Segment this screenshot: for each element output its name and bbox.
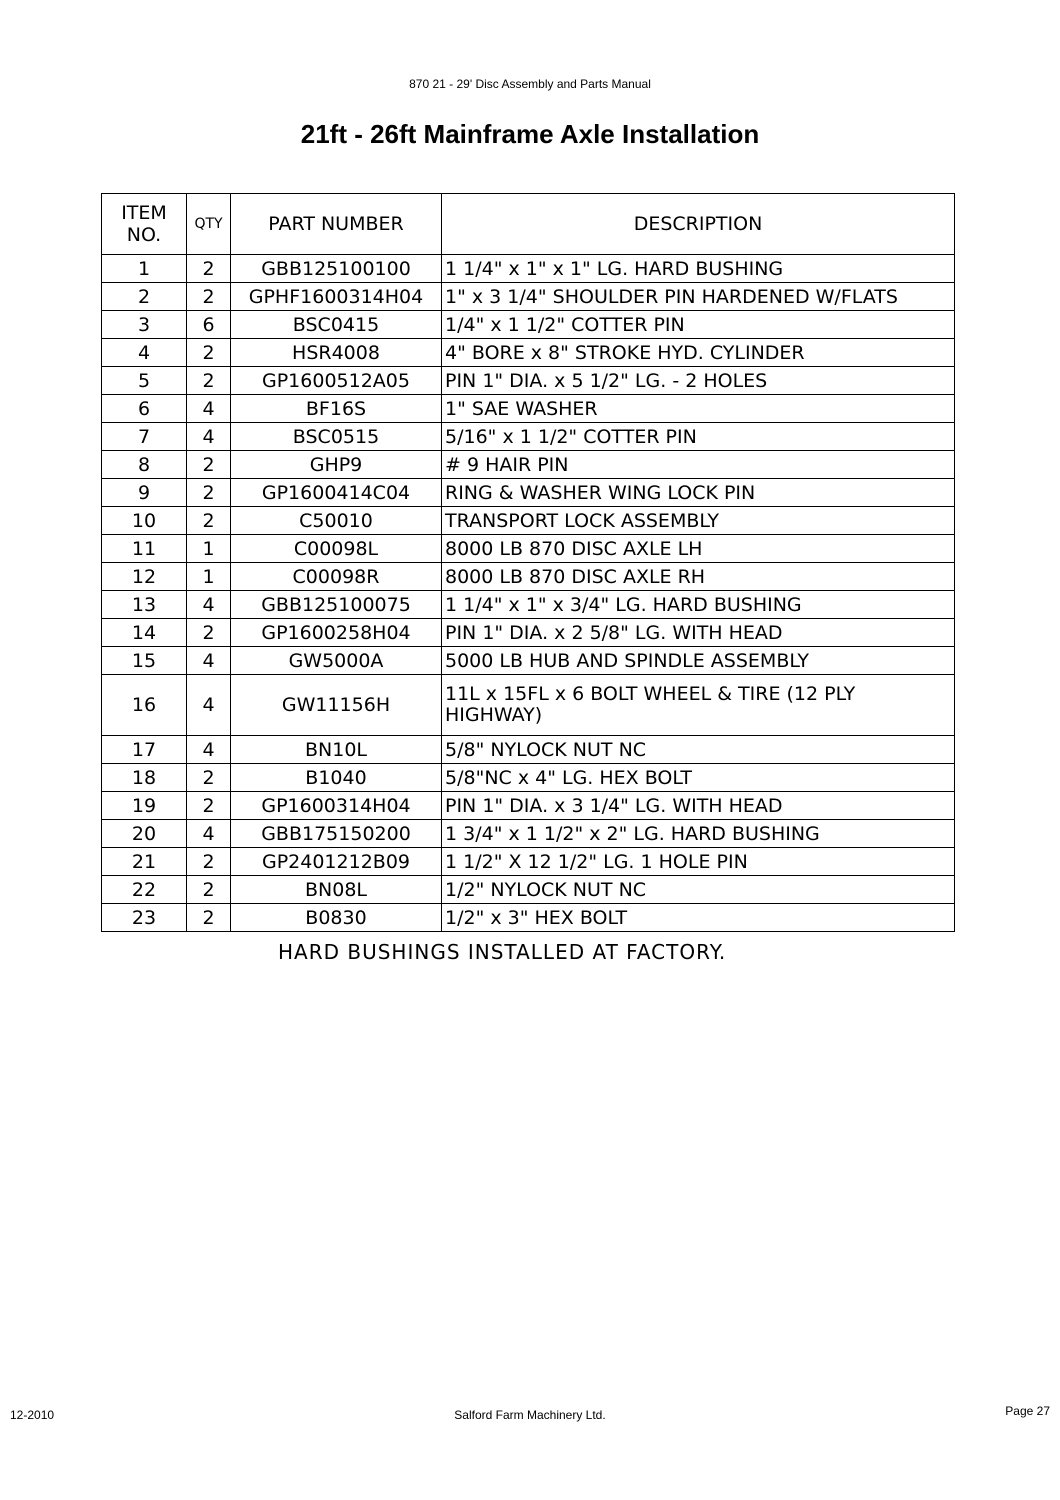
cell-description: 1 3/4" x 1 1/2" x 2" LG. HARD BUSHING	[442, 820, 955, 848]
cell-description: PIN 1" DIA. x 5 1/2" LG. - 2 HOLES	[442, 367, 955, 395]
table-row	[102, 736, 955, 764]
cell-description: 4" BORE x 8" STROKE HYD. CYLINDER	[442, 339, 955, 367]
cell-description: 1 1/2" X 12 1/2" LG. 1 HOLE PIN	[442, 848, 955, 876]
cell-item-no: 7	[102, 423, 187, 451]
cell-description: RING & WASHER WING LOCK PIN	[442, 479, 955, 507]
table-row	[102, 535, 955, 563]
cell-qty: 4	[187, 820, 231, 848]
cell-qty: 2	[187, 876, 231, 904]
cell-qty: 2	[187, 507, 231, 535]
cell-qty: 1	[187, 535, 231, 563]
cell-description: 1 1/4" x 1" x 1" LG. HARD BUSHING	[442, 255, 955, 283]
cell-item-no: 4	[102, 339, 187, 367]
table-row	[102, 395, 955, 423]
page-title: 21ft - 26ft Mainframe Axle Installation	[300, 119, 760, 149]
cell-qty: 2	[187, 255, 231, 283]
cell-part-number: GP1600258H04	[231, 619, 442, 647]
cell-part-number: BSC0415	[231, 311, 442, 339]
cell-qty: 2	[187, 339, 231, 367]
cell-part-number: GHP9	[231, 451, 442, 479]
cell-description: 1" SAE WASHER	[442, 395, 955, 423]
table-row	[102, 591, 955, 619]
cell-item-no: 6	[102, 395, 187, 423]
factory-note: HARD BUSHINGS INSTALLED AT FACTORY.	[278, 940, 727, 964]
manual-title: 870 21 - 29' Disc Assembly and Parts Manual	[409, 77, 651, 91]
parts-table	[101, 193, 955, 932]
cell-item-no: 10	[102, 507, 187, 535]
cell-qty: 1	[187, 563, 231, 591]
cell-qty: 4	[187, 675, 231, 736]
cell-part-number: BN08L	[231, 876, 442, 904]
table-row	[102, 904, 955, 932]
table-row	[102, 619, 955, 647]
cell-item-no: 11	[102, 535, 187, 563]
cell-qty: 2	[187, 479, 231, 507]
cell-qty: 4	[187, 736, 231, 764]
cell-qty: 2	[187, 904, 231, 932]
table-row	[102, 820, 955, 848]
cell-part-number: GBB175150200	[231, 820, 442, 848]
cell-item-no: 16	[102, 675, 187, 736]
cell-item-no: 8	[102, 451, 187, 479]
table-row	[102, 283, 955, 311]
cell-description: 1" x 3 1/4" SHOULDER PIN HARDENED W/FLATS	[442, 283, 955, 311]
cell-part-number: GP2401212B09	[231, 848, 442, 876]
table-row	[102, 647, 955, 675]
table-row	[102, 507, 955, 535]
cell-part-number: C00098R	[231, 563, 442, 591]
cell-qty: 2	[187, 848, 231, 876]
cell-part-number: GBB125100075	[231, 591, 442, 619]
cell-item-no: 14	[102, 619, 187, 647]
cell-description: 1/4" x 1 1/2" COTTER PIN	[442, 311, 955, 339]
table-row	[102, 479, 955, 507]
table-row	[102, 675, 955, 736]
item-header-line2: NO.	[126, 224, 162, 246]
cell-part-number: BN10L	[231, 736, 442, 764]
table-row	[102, 339, 955, 367]
cell-part-number: GP1600414C04	[231, 479, 442, 507]
cell-part-number: BSC0515	[231, 423, 442, 451]
footer-page-number: Page 27	[1005, 1404, 1050, 1418]
table-row	[102, 367, 955, 395]
cell-description: 1/2" x 3" HEX BOLT	[442, 904, 955, 932]
table-row	[102, 451, 955, 479]
table-row	[102, 563, 955, 591]
cell-description: PIN 1" DIA. x 3 1/4" LG. WITH HEAD	[442, 792, 955, 820]
table-row	[102, 848, 955, 876]
cell-item-no: 18	[102, 764, 187, 792]
cell-description: # 9 HAIR PIN	[442, 451, 955, 479]
table-row	[102, 423, 955, 451]
cell-item-no: 22	[102, 876, 187, 904]
cell-qty: 4	[187, 423, 231, 451]
cell-qty: 2	[187, 283, 231, 311]
parts-table-body	[102, 255, 955, 932]
cell-qty: 2	[187, 619, 231, 647]
cell-qty: 2	[187, 451, 231, 479]
cell-description: 5/8" NYLOCK NUT NC	[442, 736, 955, 764]
cell-description: 1/2" NYLOCK NUT NC	[442, 876, 955, 904]
cell-description: 5/16" x 1 1/2" COTTER PIN	[442, 423, 955, 451]
cell-part-number: HSR4008	[231, 339, 442, 367]
table-header-row	[102, 194, 955, 255]
cell-description: 5000 LB HUB AND SPINDLE ASSEMBLY	[442, 647, 955, 675]
table-row	[102, 255, 955, 283]
cell-part-number: B0830	[231, 904, 442, 932]
cell-part-number: GW5000A	[231, 647, 442, 675]
cell-part-number: GP1600512A05	[231, 367, 442, 395]
cell-item-no: 21	[102, 848, 187, 876]
cell-part-number: GP1600314H04	[231, 792, 442, 820]
column-header-item-no	[102, 194, 187, 255]
cell-part-number: GW11156H	[231, 675, 442, 736]
cell-item-no: 9	[102, 479, 187, 507]
cell-item-no: 12	[102, 563, 187, 591]
cell-description: 1 1/4" x 1" x 3/4" LG. HARD BUSHING	[442, 591, 955, 619]
column-header-qty: QTY	[187, 194, 231, 255]
footer-date: 12-2010	[10, 1408, 55, 1422]
table-row	[102, 792, 955, 820]
cell-item-no: 1	[102, 255, 187, 283]
item-header-line1: ITEM	[121, 202, 167, 224]
cell-item-no: 13	[102, 591, 187, 619]
column-header-part-number: PART NUMBER	[231, 194, 442, 255]
cell-part-number: B1040	[231, 764, 442, 792]
cell-qty: 2	[187, 764, 231, 792]
table-row	[102, 311, 955, 339]
cell-description: TRANSPORT LOCK ASSEMBLY	[442, 507, 955, 535]
cell-description: 5/8"NC x 4" LG. HEX BOLT	[442, 764, 955, 792]
table-row	[102, 876, 955, 904]
cell-item-no: 23	[102, 904, 187, 932]
cell-part-number: C50010	[231, 507, 442, 535]
cell-item-no: 5	[102, 367, 187, 395]
cell-item-no: 20	[102, 820, 187, 848]
cell-item-no: 3	[102, 311, 187, 339]
cell-qty: 4	[187, 647, 231, 675]
cell-item-no: 19	[102, 792, 187, 820]
cell-item-no: 2	[102, 283, 187, 311]
cell-part-number: BF16S	[231, 395, 442, 423]
cell-item-no: 15	[102, 647, 187, 675]
cell-description: PIN 1" DIA. x 2 5/8" LG. WITH HEAD	[442, 619, 955, 647]
cell-qty: 4	[187, 395, 231, 423]
cell-qty: 4	[187, 591, 231, 619]
cell-qty: 2	[187, 792, 231, 820]
cell-item-no: 17	[102, 736, 187, 764]
footer-company: Salford Farm Machinery Ltd.	[454, 1408, 606, 1422]
cell-part-number: GBB125100100	[231, 255, 442, 283]
cell-description: 8000 LB 870 DISC AXLE LH	[442, 535, 955, 563]
cell-part-number: GPHF1600314H04	[231, 283, 442, 311]
cell-description: 11L x 15FL x 6 BOLT WHEEL & TIRE (12 PLY HIGHWAY)	[442, 675, 955, 736]
column-header-description: DESCRIPTION	[442, 194, 955, 255]
table-row	[102, 764, 955, 792]
cell-part-number: C00098L	[231, 535, 442, 563]
cell-qty: 2	[187, 367, 231, 395]
cell-description: 8000 LB 870 DISC AXLE RH	[442, 563, 955, 591]
cell-qty: 6	[187, 311, 231, 339]
